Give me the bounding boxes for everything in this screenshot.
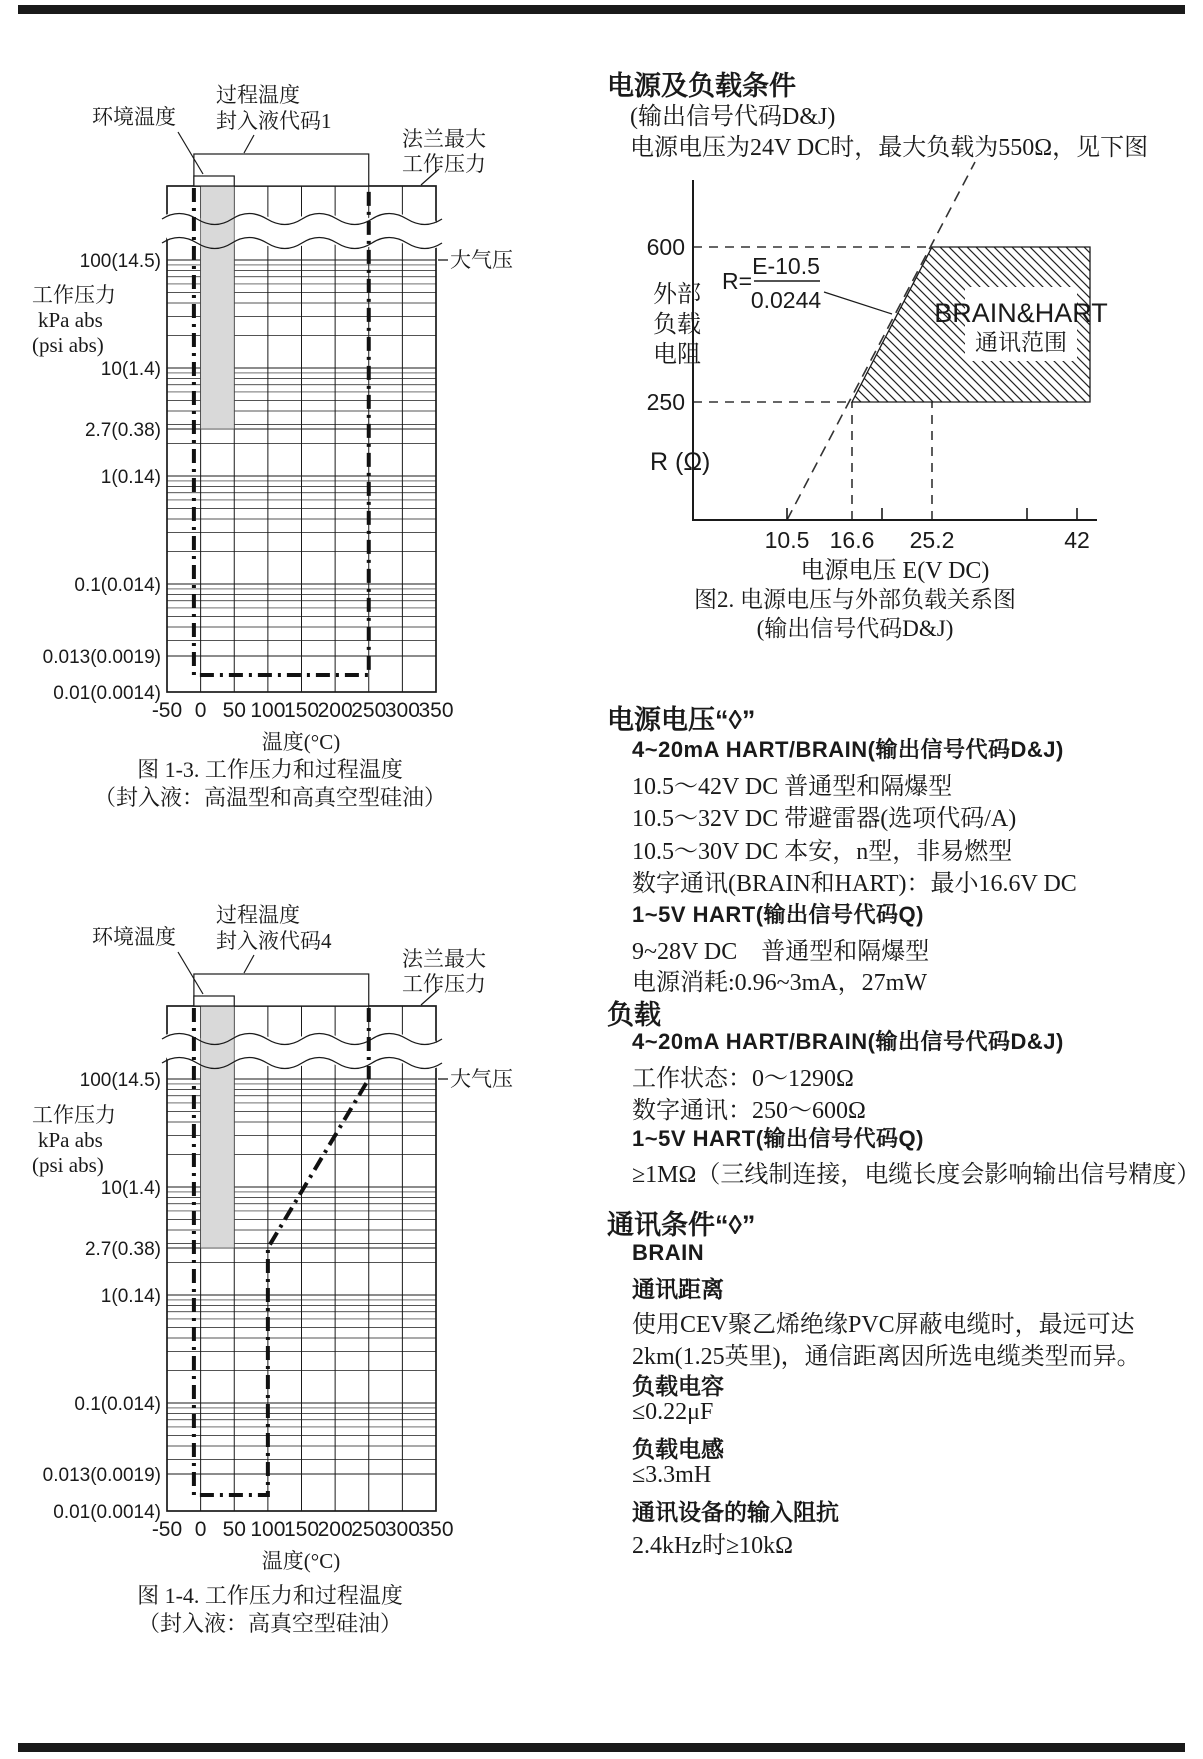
fig-1-4-caption-title: 图 1-4. 工作压力和过程温度 xyxy=(137,1583,403,1608)
spec-subheading: 负载电感 xyxy=(632,1436,724,1462)
y-tick-label: 0.1(0.014) xyxy=(74,1394,161,1415)
x-tick-label: -50 xyxy=(151,1518,183,1541)
x-tick-label: 350 xyxy=(418,699,454,722)
atmosphere-label: 大气压 xyxy=(450,248,513,272)
x-tick-label: 150 xyxy=(283,1518,320,1541)
ambient-pointer-line xyxy=(178,952,203,994)
x-tick-label: 50 xyxy=(222,699,246,722)
spec-subheading: 1~5V HART(输出信号代码Q) xyxy=(632,902,924,927)
atmosphere-label: 大气压 xyxy=(450,1067,513,1091)
spec-line: (输出信号代码D&J) xyxy=(630,104,836,130)
spec-line: 工作状态：0～1290Ω xyxy=(632,1066,854,1092)
ambient-shaded-band xyxy=(201,1006,235,1248)
fill-liquid-code-label: 封入液代码4 xyxy=(216,929,332,953)
x-tick-label: 350 xyxy=(418,1518,454,1541)
spec-line: 9~28V DC 普通型和隔爆型 xyxy=(632,939,930,965)
spec-line: ≤3.3mH xyxy=(632,1462,712,1488)
fig-1-3-caption-title: 图 1-3. 工作压力和过程温度 xyxy=(137,757,403,782)
y-tick-label: 100(14.5) xyxy=(79,1070,161,1091)
y-tick-label: 10(1.4) xyxy=(100,1178,161,1199)
fig-2-caption xyxy=(615,585,1095,643)
y-tick-label: 1(0.14) xyxy=(100,1286,161,1307)
x-axis-title: 温度(°C) xyxy=(261,730,341,754)
x-tick-label: 25.2 xyxy=(909,527,955,553)
y-tick-label: 0.013(0.0019) xyxy=(42,1465,161,1486)
flange-max-label: 工作压力 xyxy=(402,972,486,996)
y-axis-title: 电阻 xyxy=(653,342,701,368)
fig-2-caption-sub: (输出信号代码D&J) xyxy=(756,616,954,641)
y-axis-title: 外部 xyxy=(653,282,701,308)
spec-line: 2.4kHz时≥10kΩ xyxy=(632,1533,793,1559)
fig-2-caption-title: 图2. 电源电压与外部负载关系图 xyxy=(694,587,1016,612)
x-tick-label: -50 xyxy=(151,699,183,722)
spec-line: 10.5～30V DC 本安，n型，非易燃型 xyxy=(632,839,1013,865)
y-axis-unit: R (Ω) xyxy=(650,448,711,476)
spec-line: 数字通讯：250～600Ω xyxy=(632,1098,866,1124)
fig-1-4-chart xyxy=(30,895,513,1585)
y-tick-label: 100(14.5) xyxy=(79,251,161,272)
y-axis-title: 工作压力 xyxy=(32,283,116,307)
x-tick-label: 300 xyxy=(384,1518,420,1541)
y-tick-label: 10(1.4) xyxy=(100,359,161,380)
x-axis-title: 电源电压 E(V DC) xyxy=(800,558,990,584)
x-tick-label: 0 xyxy=(194,699,207,722)
spec-subheading: 负载电容 xyxy=(632,1373,724,1399)
equation-denominator: 0.0244 xyxy=(750,287,822,313)
ambient-pointer-line xyxy=(178,132,203,174)
y-tick-label: 2.7(0.38) xyxy=(84,1239,161,1260)
y-axis-unit: (psi abs) xyxy=(32,1153,104,1177)
spec-line: 使用CEV聚乙烯绝缘PVC屏蔽电缆时，最远可达 xyxy=(632,1312,1135,1338)
fig-1-4-caption-sub: （封入液：高真空型硅油） xyxy=(137,1611,402,1636)
spec-line: 10.5～32V DC 带避雷器(选项代码/A) xyxy=(632,806,1017,832)
spec-subheading: 通讯设备的输入阻抗 xyxy=(632,1499,839,1525)
spec-line: 电源消耗:0.96~3mA，27mW xyxy=(632,970,927,996)
spec-line: 电源电压为24V DC时，最大负载为550Ω，见下图 xyxy=(630,135,1149,161)
spec-subheading: 通讯距离 xyxy=(632,1276,724,1302)
flange-max-label: 工作压力 xyxy=(402,152,486,176)
section-heading: 负载 xyxy=(607,1000,661,1030)
ambient-temp-label: 环境温度 xyxy=(92,925,176,949)
section-heading: 电源及负载条件 xyxy=(607,71,796,101)
spec-line: ≤0.22μF xyxy=(632,1399,714,1425)
comm-region-subtitle: 通讯范围 xyxy=(975,329,1067,355)
spec-subheading: BRAIN xyxy=(632,1240,705,1265)
fill-liquid-code-label: 封入液代码1 xyxy=(216,109,332,133)
fig-1-3-caption-sub: （封入液：高温型和高真空型硅油） xyxy=(93,785,446,810)
x-tick-label: 200 xyxy=(317,699,353,722)
x-tick-label: 0 xyxy=(194,1518,207,1541)
ambient-temp-box xyxy=(194,996,234,1006)
section-heading: 通讯条件“◊” xyxy=(607,1210,756,1240)
x-tick-label: 100 xyxy=(250,1518,286,1541)
x-tick-label: 100 xyxy=(250,699,286,722)
x-tick-label: 50 xyxy=(222,1518,246,1541)
y-axis-title: 工作压力 xyxy=(32,1103,116,1127)
fig-1-4-caption xyxy=(30,1582,510,1638)
y-tick-label: 1(0.14) xyxy=(100,467,161,488)
spec-line: 2km(1.25英里)，通信距离因所选电缆类型而异。 xyxy=(632,1344,1141,1370)
process-temp-label: 过程温度 xyxy=(216,903,300,927)
flange-max-label: 法兰最大 xyxy=(402,947,486,971)
equation-lhs: R= xyxy=(721,268,752,294)
fig-1-3-caption xyxy=(30,756,510,812)
flange-max-label: 法兰最大 xyxy=(402,127,486,151)
x-tick-label: 250 xyxy=(351,1518,387,1541)
spec-subheading: 1~5V HART(输出信号代码Q) xyxy=(632,1126,924,1151)
y-axis-unit: kPa abs xyxy=(38,308,103,332)
spec-subheading: 4~20mA HART/BRAIN(输出信号代码D&J) xyxy=(632,737,1064,762)
y-tick-label: 2.7(0.38) xyxy=(84,420,161,441)
y-tick-label: 600 xyxy=(646,234,685,260)
x-tick-label: 150 xyxy=(283,699,320,722)
x-tick-label: 250 xyxy=(351,699,387,722)
fig-2-chart xyxy=(600,150,1108,590)
x-tick-label: 200 xyxy=(317,1518,353,1541)
x-tick-label: 10.5 xyxy=(764,527,810,553)
ambient-temp-box xyxy=(194,176,234,186)
section-heading: 电源电压“◊” xyxy=(607,705,756,735)
top-rule xyxy=(18,5,1185,14)
equation-pointer-line xyxy=(824,292,892,314)
spec-line: 数字通讯(BRAIN和HART)：最小16.6V DC xyxy=(632,871,1077,897)
y-tick-label: 0.01(0.0014) xyxy=(53,683,161,704)
fig-1-3-chart xyxy=(30,75,513,755)
x-tick-label: 16.6 xyxy=(829,527,875,553)
y-tick-label: 250 xyxy=(646,389,685,415)
equation-numerator: E-10.5 xyxy=(752,253,820,279)
spec-line: 10.5～42V DC 普通型和隔爆型 xyxy=(632,774,953,800)
x-tick-label: 42 xyxy=(1064,527,1090,553)
y-axis-unit: kPa abs xyxy=(38,1128,103,1152)
y-tick-label: 0.01(0.0014) xyxy=(53,1502,161,1523)
y-axis-unit: (psi abs) xyxy=(32,333,104,357)
spec-line: ≥1MΩ（三线制连接，电缆长度会影响输出信号精度） xyxy=(632,1162,1201,1188)
x-axis-title: 温度(°C) xyxy=(261,1549,341,1573)
x-tick-label: 300 xyxy=(384,699,420,722)
ambient-temp-label: 环境温度 xyxy=(92,105,176,129)
process-pointer-line xyxy=(244,955,254,973)
process-temp-label: 过程温度 xyxy=(216,83,300,107)
y-axis-title: 负载 xyxy=(653,312,701,338)
y-tick-label: 0.013(0.0019) xyxy=(42,647,161,668)
comm-region-title: BRAIN&HART xyxy=(934,298,1108,328)
y-tick-label: 0.1(0.014) xyxy=(74,575,161,596)
bottom-rule xyxy=(18,1743,1185,1752)
process-pointer-line xyxy=(244,135,254,153)
spec-subheading: 4~20mA HART/BRAIN(输出信号代码D&J) xyxy=(632,1029,1064,1054)
